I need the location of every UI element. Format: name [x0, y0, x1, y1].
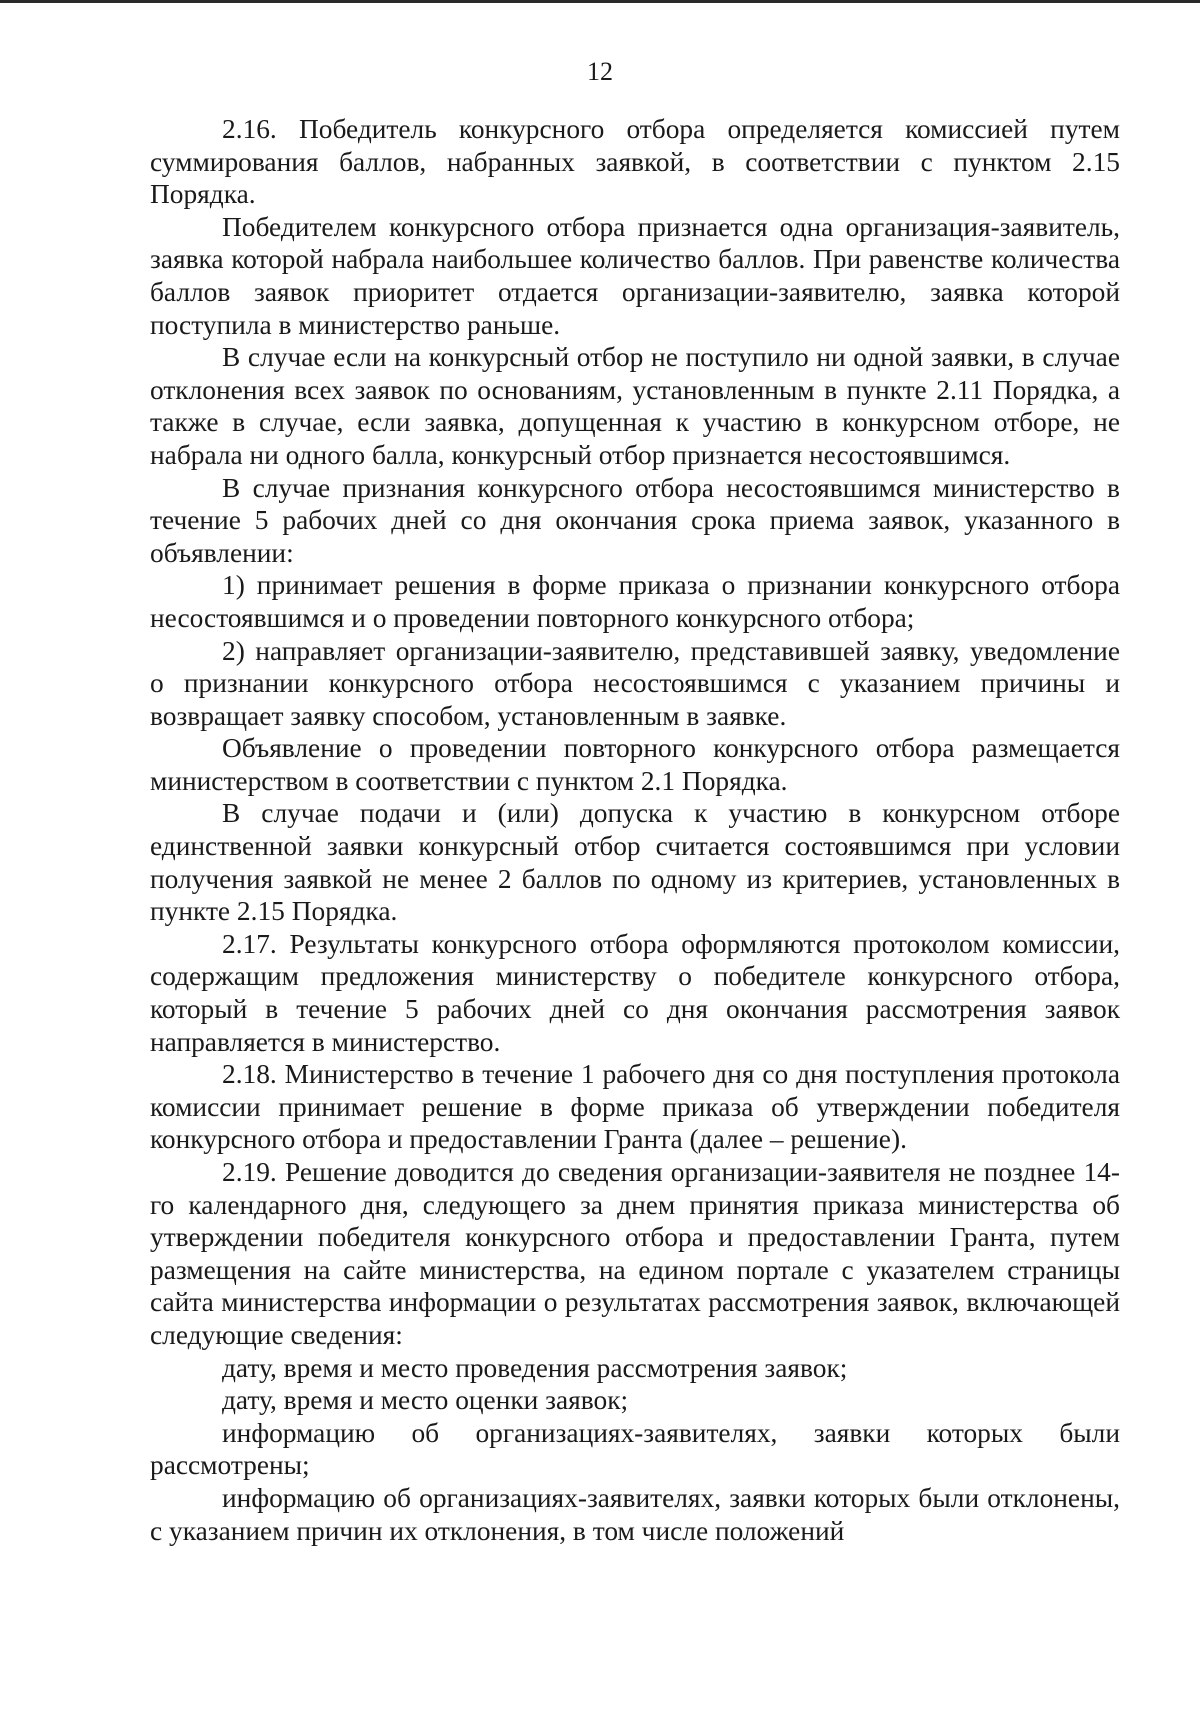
paragraph-ministry-actions: В случае признания конкурсного отбора несостоявшимся министерство в течение 5 рабочих дней со дня окончания срока приема заявок, указанного в объявлении:: [150, 472, 1120, 568]
paragraph-item-2: 2) направляет организации-заявителю, представившей заявку, уведомление о признании конкурсного отбора несостоявшимся с указанием причины и возвращает заявку способом, установленным в заявке.: [150, 635, 1120, 731]
page-number: 12: [587, 57, 613, 86]
scan-top-border: [0, 0, 1200, 3]
paragraph-item-1: 1) принимает решения в форме приказа о признании конкурсного отбора несостоявшимся и о проведении повторного конкурсного отбора;: [150, 570, 1120, 633]
paragraph-failed-selection: В случае если на конкурсный отбор не поступило ни одной заявки, в случае отклонения всех заявок по основаниям, установленным в пункте 2.11 Порядка, а также в случае, если заявка, допущенная к участию в конкурсном отборе, не набрала ни одного балла, конкурсный отбор признается несостоявшимся.: [150, 342, 1120, 470]
paragraph-list-rejected: информацию об организациях-заявителях, заявки которых были отклонены, с указанием причин их отклонения, в том числе положений: [150, 1482, 1120, 1546]
paragraph-list-date-review: дату, время и место проведения рассмотрения заявок;: [222, 1352, 848, 1383]
paragraph-list-date-evaluation: дату, время и место оценки заявок;: [222, 1385, 629, 1416]
paragraph-2-18: 2.18. Министерство в течение 1 рабочего дня со дня поступления протокола комиссии принимает решение в форме приказа об утверждении победителя конкурсного отбора и предоставлении Гранта (далее – решение).: [150, 1059, 1120, 1155]
paragraph-single-application: В случае подачи и (или) допуска к участию в конкурсном отборе единственной заявки конкурсный отбор считается состоявшимся при условии получения заявкой не менее 2 баллов по одному из критериев, установленных в пункте 2.15 Порядка.: [150, 798, 1120, 927]
paragraph-list-reviewed: информацию об организациях-заявителях, заявки которых были рассмотрены;: [150, 1417, 1120, 1481]
paragraph-2-16: 2.16. Победитель конкурсного отбора определяется комиссией путем суммирования баллов, набранных заявкой, в соответствии с пунктом 2.15 Порядка.: [150, 114, 1120, 210]
paragraph-2-19: 2.19. Решение доводится до сведения организации-заявителя не позднее 14-го календарного дня, следующего за днем принятия приказа министерства об утверждении победителя конкурсного отбора и предоставлении Гранта, путем размещения на сайте министерства, на едином портале с указателем страницы сайта министерства информации о результатах рассмотрения заявок, включающей следующие сведения:: [150, 1157, 1120, 1350]
paragraph-winner: Победителем конкурсного отбора признается одна организация-заявитель, заявка которой набрала наибольшее количество баллов. При равенстве количества баллов заявок приоритет отдается организации-заявителю, заявка которой поступила в министерство раньше.: [150, 211, 1120, 340]
document-body: [150, 113, 1120, 1547]
paragraph-repeat-announcement: Объявление о проведении повторного конкурсного отбора размещается министерством в соответствии с пунктом 2.1 Порядка.: [150, 733, 1120, 796]
paragraph-2-17: 2.17. Результаты конкурсного отбора оформляются протоколом комиссии, содержащим предложения министерству о победителе конкурсного отбора, который в течение 5 рабочих дней со дня окончания рассмотрения заявок направляется в министерство.: [150, 928, 1120, 1057]
